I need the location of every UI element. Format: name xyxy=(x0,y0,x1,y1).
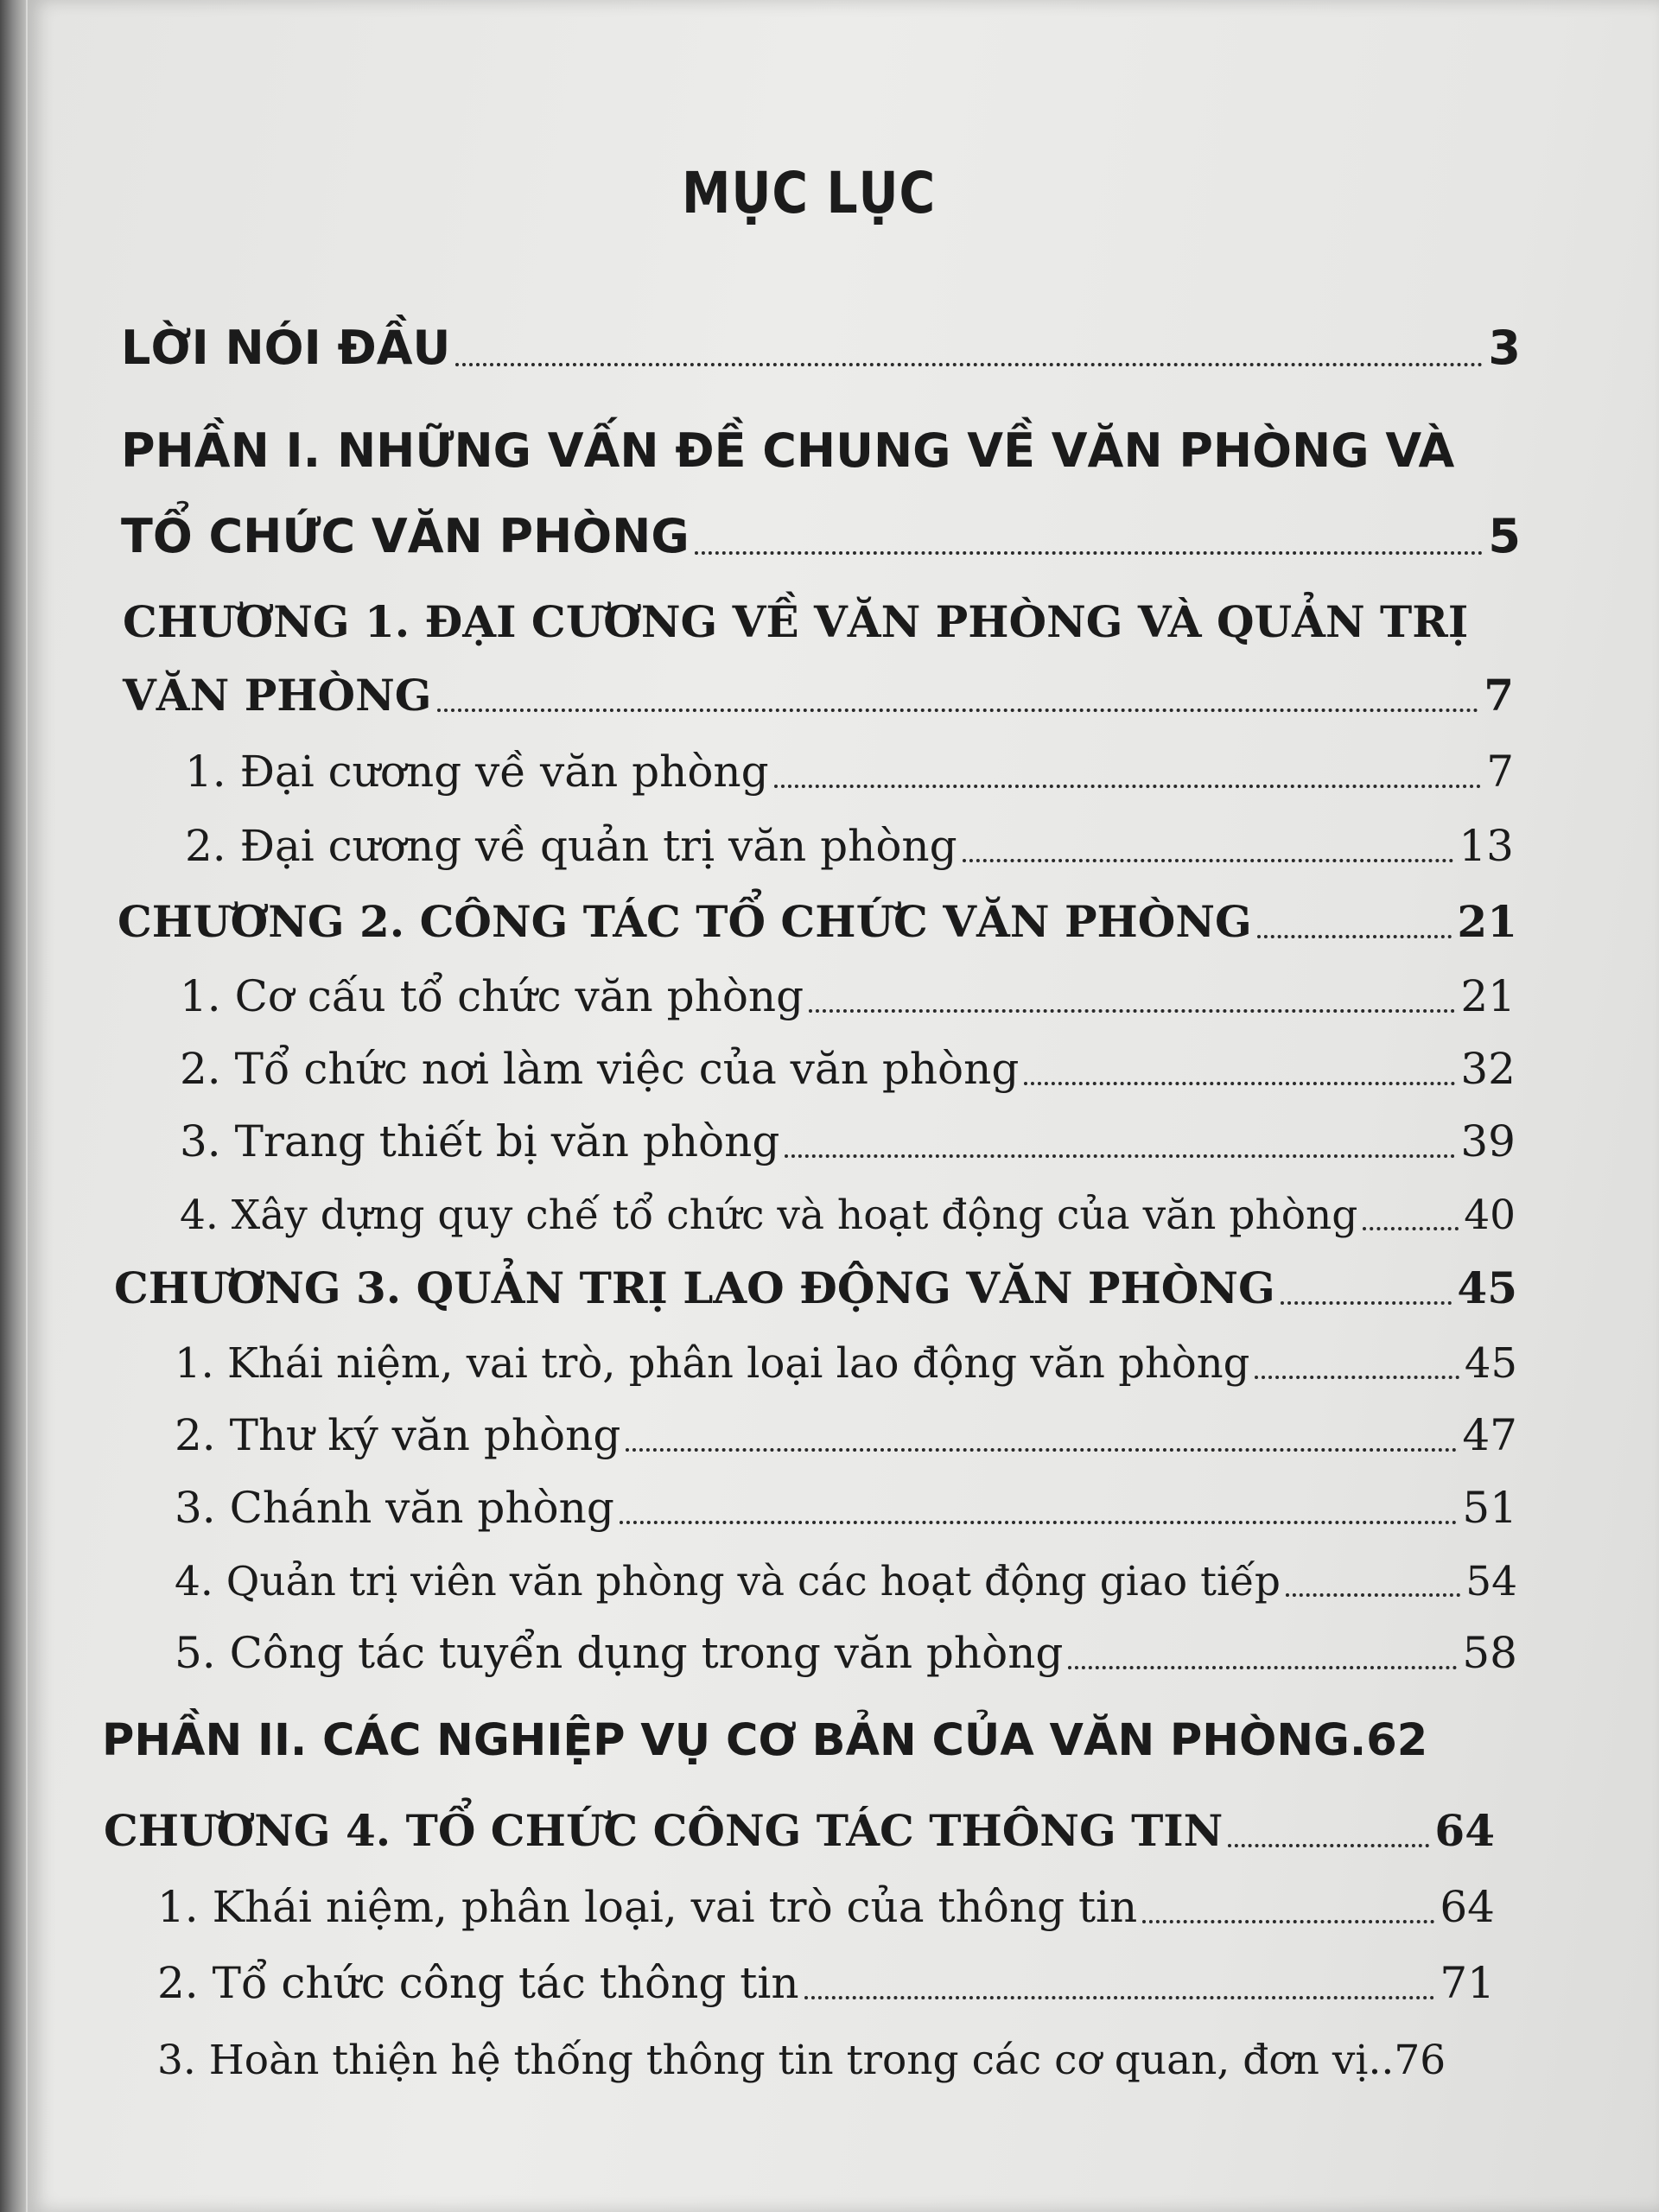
toc-entry-phan-1-line1: PHẦN I. NHỮNG VẤN ĐỀ CHUNG VỀ VĂN PHÒNG VÀ xyxy=(121,423,1455,478)
dot-leader xyxy=(809,1009,1455,1013)
toc-entry-label: 2. Tổ chức công tác thông tin xyxy=(157,1958,799,2008)
toc-entry-chuong-4 xyxy=(104,1794,1495,1856)
toc-entry-chuong-3 xyxy=(114,1251,1517,1313)
dot-leader xyxy=(620,1521,1458,1524)
dot-leader xyxy=(437,709,1479,712)
toc-entry-label: 4. Xây dựng quy chế tổ chức và hoạt động của văn phòng xyxy=(180,1192,1358,1239)
dot-leader xyxy=(1286,1593,1460,1597)
toc-entry-phan-2 xyxy=(102,1700,1522,1766)
toc-entry-label: 3. Hoàn thiện hệ thống thông tin trong các cơ quan, đơn vị xyxy=(157,2037,1369,2084)
dot-leader xyxy=(1142,1920,1434,1923)
toc-entry-4-1 xyxy=(157,1870,1495,1932)
dot-leader xyxy=(1257,935,1452,938)
toc-entry-3-4 xyxy=(175,1543,1517,1605)
toc-page-number: 64 xyxy=(1434,1805,1495,1856)
dot-leader xyxy=(626,1448,1457,1452)
toc-entry-label: PHẦN II. CÁC NGHIỆP VỤ CƠ BẢN CỦA VĂN PHÒNG xyxy=(102,1715,1350,1766)
toc-entry-label: 2. Thư ký văn phòng xyxy=(175,1410,621,1460)
toc-entry-4-3 xyxy=(157,2022,1495,2084)
toc-entry-label: 1. Cơ cấu tổ chức văn phòng xyxy=(180,971,804,1021)
book-page xyxy=(28,0,1659,2212)
toc-entry-label: VĂN PHÒNG xyxy=(123,670,432,721)
toc-entry-chuong-2 xyxy=(118,885,1517,947)
toc-entry-label: 1. Đại cương về văn phòng xyxy=(185,747,769,797)
toc-page-number: 40 xyxy=(1464,1192,1516,1239)
toc-entry-label: 3. Chánh văn phòng xyxy=(175,1483,614,1533)
toc-page-number: 39 xyxy=(1460,1116,1516,1166)
toc-page-number: 13 xyxy=(1459,821,1514,871)
toc-entry-label: 2. Tổ chức nơi làm việc của văn phòng xyxy=(180,1044,1020,1094)
toc-entry-chuong-1 xyxy=(123,658,1514,721)
toc-entry-label: CHƯƠNG 2. CÔNG TÁC TỔ CHỨC VĂN PHÒNG xyxy=(118,896,1252,947)
toc-entry-label: LỜI NÓI ĐẦU xyxy=(121,321,451,375)
toc-entry-label: 1. Khái niệm, phân loại, vai trò của thông tin xyxy=(157,1882,1138,1932)
toc-entry-loi-noi-dau xyxy=(121,313,1521,375)
toc-entry-label: 1. Khái niệm, vai trò, phân loại lao động văn phòng xyxy=(175,1339,1250,1388)
dot-leader xyxy=(1228,1844,1429,1847)
toc-page-number: 21 xyxy=(1457,896,1517,947)
dot-leader xyxy=(1363,1227,1459,1230)
toc-page-number: 45 xyxy=(1457,1262,1517,1313)
toc-page-number: 5 xyxy=(1488,509,1521,563)
dot-leader xyxy=(1255,1376,1459,1379)
toc-entry-label: 5. Công tác tuyển dụng trong văn phòng xyxy=(175,1628,1064,1678)
dot-leader xyxy=(1281,1301,1452,1305)
short-leader: .. xyxy=(1368,2037,1395,2084)
toc-entry-2-1 xyxy=(180,959,1516,1021)
toc-page-number: 62 xyxy=(1366,1715,1428,1766)
toc-entry-label: CHƯƠNG 4. TỔ CHỨC CÔNG TÁC THÔNG TIN xyxy=(104,1805,1224,1856)
toc-entry-phan-1 xyxy=(121,501,1521,563)
toc-entry-1-1 xyxy=(185,734,1514,797)
toc-entry-label: 2. Đại cương về quản trị văn phòng xyxy=(185,821,957,871)
toc-page-number: 58 xyxy=(1462,1628,1517,1678)
toc-entry-3-1 xyxy=(175,1325,1517,1388)
toc-entry-3-2 xyxy=(175,1398,1517,1460)
toc-page-number: 7 xyxy=(1484,670,1514,721)
toc-page-number: 3 xyxy=(1488,321,1521,375)
toc-entry-3-3 xyxy=(175,1471,1517,1533)
toc-entry-label: 3. Trang thiết bị văn phòng xyxy=(180,1116,780,1166)
toc-entry-label: CHƯƠNG 3. QUẢN TRỊ LAO ĐỘNG VĂN PHÒNG xyxy=(114,1262,1275,1313)
toc-page-number: 71 xyxy=(1440,1958,1495,2008)
toc-entry-label: 4. Quản trị viên văn phòng và các hoạt động giao tiếp xyxy=(175,1558,1281,1605)
toc-entry-2-3 xyxy=(180,1104,1516,1166)
toc-page-number: 54 xyxy=(1465,1558,1517,1605)
dot-leader xyxy=(785,1154,1455,1158)
toc-entry-2-4 xyxy=(180,1177,1516,1239)
toc-page-number: 32 xyxy=(1460,1044,1516,1094)
dot-leader xyxy=(774,785,1482,788)
dot-leader xyxy=(695,551,1484,555)
toc-entry-label: TỔ CHỨC VĂN PHÒNG xyxy=(121,509,690,563)
toc-page-number: 21 xyxy=(1460,971,1516,1021)
page-title: MỤC LỤC xyxy=(682,160,936,226)
toc-entry-1-2 xyxy=(185,809,1514,871)
toc-entry-chuong-1-line1: CHƯƠNG 1. ĐẠI CƯƠNG VỀ VĂN PHÒNG VÀ QUẢN TRỊ xyxy=(123,596,1469,647)
toc-page-number: 64 xyxy=(1440,1882,1495,1932)
dot-leader xyxy=(963,859,1454,862)
toc-page-number: 76 xyxy=(1394,2037,1446,2084)
period-separator: . xyxy=(1349,1715,1367,1766)
dot-leader xyxy=(455,363,1483,366)
toc-entry-3-5 xyxy=(175,1616,1517,1678)
dot-leader xyxy=(1024,1082,1455,1085)
dot-leader xyxy=(804,1996,1435,1999)
toc-entry-4-2 xyxy=(157,1946,1495,2008)
toc-entry-2-2 xyxy=(180,1032,1516,1094)
dot-leader xyxy=(1068,1666,1457,1669)
toc-page-number: 51 xyxy=(1462,1483,1517,1533)
book-spine-shadow xyxy=(0,0,26,2212)
toc-page-number: 7 xyxy=(1486,747,1514,797)
toc-page-number: 47 xyxy=(1462,1410,1517,1460)
toc-page-number: 45 xyxy=(1464,1339,1517,1388)
table-of-contents xyxy=(28,0,1659,2212)
